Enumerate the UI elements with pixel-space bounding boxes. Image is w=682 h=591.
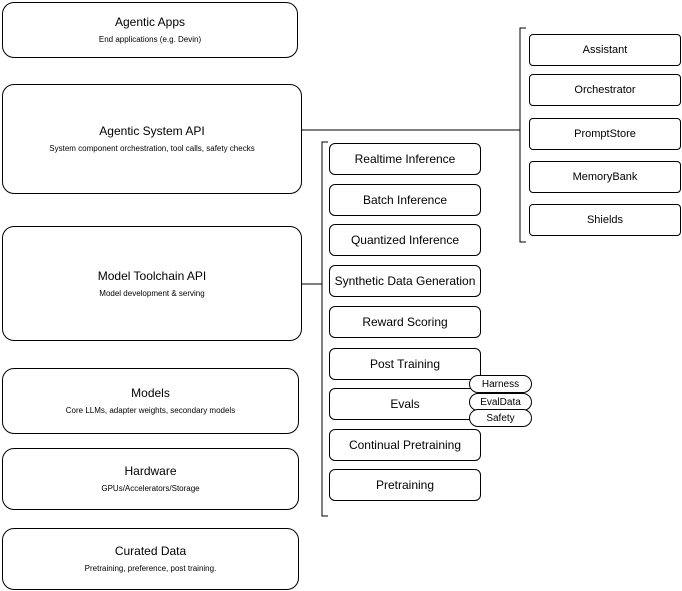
node-title: Continual Pretraining: [348, 437, 462, 452]
stack-node-curated-data[interactable]: [2, 528, 299, 590]
toolchain-component-reward-scoring[interactable]: [329, 306, 481, 338]
node-title: Models: [131, 386, 170, 400]
stack-node-hardware[interactable]: [2, 448, 299, 510]
node-title: Model Toolchain API: [97, 268, 207, 283]
node-title: EvalData: [480, 396, 521, 408]
toolchain-component-evals[interactable]: [329, 388, 481, 420]
stack-node-agentic-system-api[interactable]: [2, 84, 302, 194]
node-title: Pretraining: [375, 477, 435, 492]
node-subtitle: System component orchestration, tool calls, safety checks: [49, 144, 255, 153]
node-subtitle: Model development & serving: [99, 288, 205, 298]
toolchain-component-realtime-inference[interactable]: [329, 143, 481, 175]
node-title: Evals: [390, 396, 420, 411]
node-title: Safety: [486, 412, 515, 424]
node-subtitle: End applications (e.g. Devin): [98, 35, 202, 44]
toolchain-component-continual-pretraining[interactable]: [329, 429, 481, 461]
stack-node-model-toolchain-api[interactable]: [2, 226, 302, 341]
node-title: Curated Data: [114, 544, 187, 558]
node-title: PromptStore: [574, 127, 636, 140]
node-title: Shields: [586, 213, 624, 226]
node-title: Orchestrator: [574, 83, 636, 96]
node-title: Post Training: [369, 356, 441, 371]
node-title: Batch Inference: [362, 192, 448, 207]
toolchain-component-quantized-inference[interactable]: [329, 224, 481, 256]
node-title: Assistant: [582, 43, 628, 56]
node-title: Quantized Inference: [350, 232, 460, 247]
node-title: Harness: [481, 378, 520, 390]
agentic-component-assistant[interactable]: [529, 34, 681, 66]
agentic-component-promptstore[interactable]: [529, 118, 681, 150]
node-title: Synthetic Data Generation: [334, 273, 476, 288]
node-title: Reward Scoring: [362, 314, 448, 329]
toolchain-component-pretraining[interactable]: [329, 469, 481, 501]
node-title: Agentic Apps: [114, 15, 186, 29]
agentic-component-memorybank[interactable]: [529, 161, 681, 193]
node-title: Agentic System API: [99, 124, 205, 138]
toolchain-component-post-training[interactable]: [329, 348, 481, 380]
agentic-component-orchestrator[interactable]: [529, 74, 681, 106]
node-subtitle: Pretraining, preference, post training.: [84, 564, 217, 573]
eval-component-safety[interactable]: [469, 409, 532, 427]
toolchain-component-batch-inference[interactable]: [329, 184, 481, 216]
toolchain-component-synthetic-data-generation[interactable]: [329, 265, 481, 297]
node-title: Hardware: [124, 464, 177, 478]
node-title: Realtime Inference: [354, 151, 456, 166]
node-subtitle: Core LLMs, adapter weights, secondary models: [65, 406, 236, 415]
node-title: MemoryBank: [572, 170, 638, 183]
agentic-component-shields[interactable]: [529, 204, 681, 236]
node-subtitle: GPUs/Accelerators/Storage: [101, 484, 200, 493]
stack-node-models[interactable]: [2, 368, 299, 434]
eval-component-harness[interactable]: [469, 375, 532, 393]
stack-node-agentic-apps[interactable]: [2, 2, 298, 58]
